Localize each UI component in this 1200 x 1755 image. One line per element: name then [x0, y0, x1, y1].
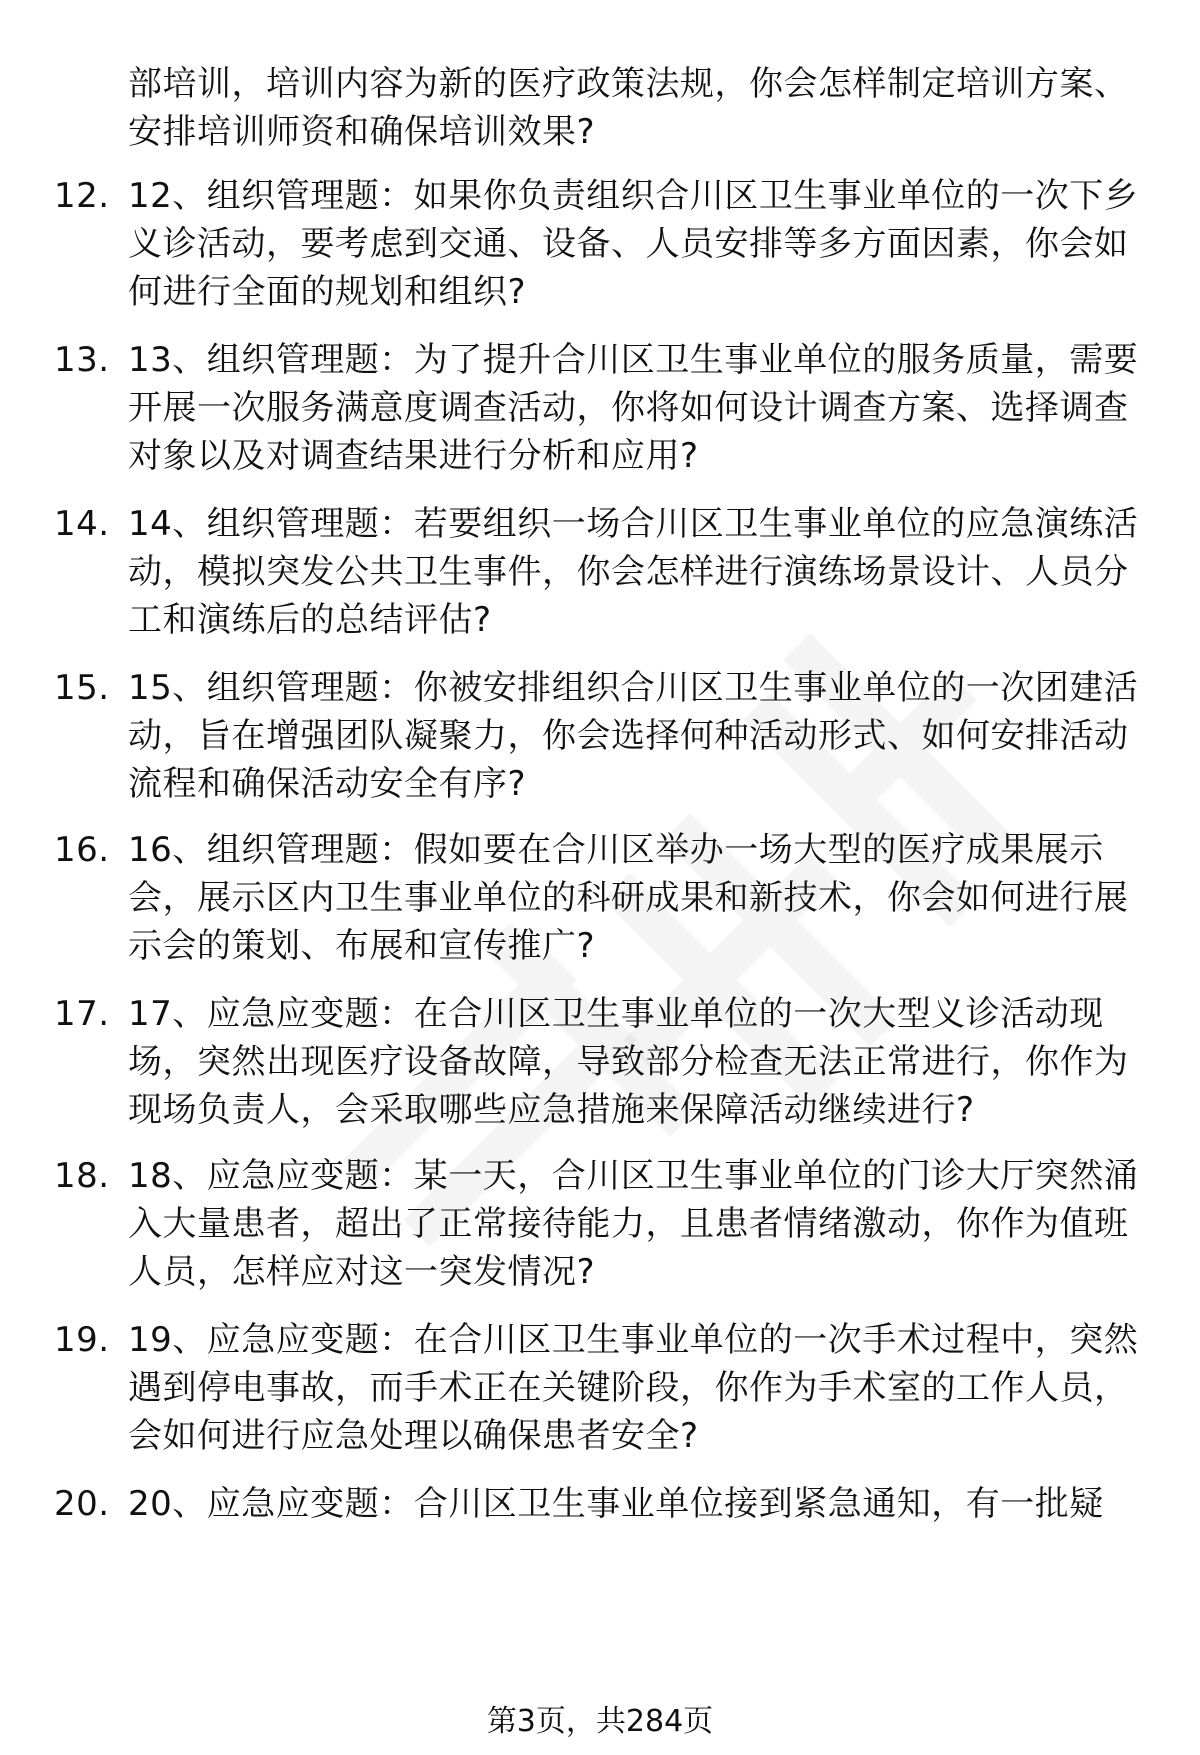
item-text: 20、应急应变题：合川区卫生事业单位接到紧急通知，有一批疑	[128, 1484, 1104, 1524]
item-text: 17、应急应变题：在合川区卫生事业单位的一次大型义诊活动现场，突然出现医疗设备故障，导致部分检查无法正常进行，你作为现场负责人，会采取哪些应急措施来保障活动继续进行?	[128, 994, 1129, 1130]
item-number: 17.	[54, 994, 110, 1034]
continuation-text: 部培训，培训内容为新的医疗政策法规，你会怎样制定培训方案、安排培训师资和确保培训效果?	[128, 64, 1129, 152]
item-text: 16、组织管理题：假如要在合川区举办一场大型的医疗成果展示会，展示区内卫生事业单位的科研成果和新技术，你会如何进行展示会的策划、布展和宣传推广?	[128, 830, 1129, 966]
page-number-footer: 第3页，共284页	[486, 1704, 714, 1739]
item-number: 14.	[54, 504, 110, 544]
item-number: 19.	[54, 1320, 110, 1360]
item-text: 13、组织管理题：为了提升合川区卫生事业单位的服务质量，需要开展一次服务满意度调查活动，你将如何设计调查方案、选择调查对象以及对调查结果进行分析和应用?	[128, 340, 1139, 476]
item-text: 15、组织管理题：你被安排组织合川区卫生事业单位的一次团建活动，旨在增强团队凝聚力，你会选择何种活动形式、如何安排活动流程和确保活动安全有序?	[128, 668, 1139, 804]
item-text: 12、组织管理题：如果你负责组织合川区卫生事业单位的一次下乡义诊活动，要考虑到交通、设备、人员安排等多方面因素，你会如何进行全面的规划和组织?	[128, 176, 1139, 312]
item-text: 19、应急应变题：在合川区卫生事业单位的一次手术过程中，突然遇到停电事故，而手术正在关键阶段，你作为手术室的工作人员，会如何进行应急处理以确保患者安全?	[128, 1320, 1139, 1456]
item-number: 12.	[54, 176, 110, 216]
item-number: 20.	[54, 1484, 110, 1524]
item-number: 13.	[54, 340, 110, 380]
item-number: 15.	[54, 668, 110, 708]
item-number: 16.	[54, 830, 110, 870]
item-number: 18.	[54, 1156, 110, 1196]
item-text: 14、组织管理题：若要组织一场合川区卫生事业单位的应急演练活动，模拟突发公共卫生事件，你会怎样进行演练场景设计、人员分工和演练后的总结评估?	[128, 504, 1139, 640]
item-text: 18、应急应变题：某一天，合川区卫生事业单位的门诊大厅突然涌入大量患者，超出了正常接待能力，且患者情绪激动，你作为值班人员，怎样应对这一突发情况?	[128, 1156, 1139, 1292]
